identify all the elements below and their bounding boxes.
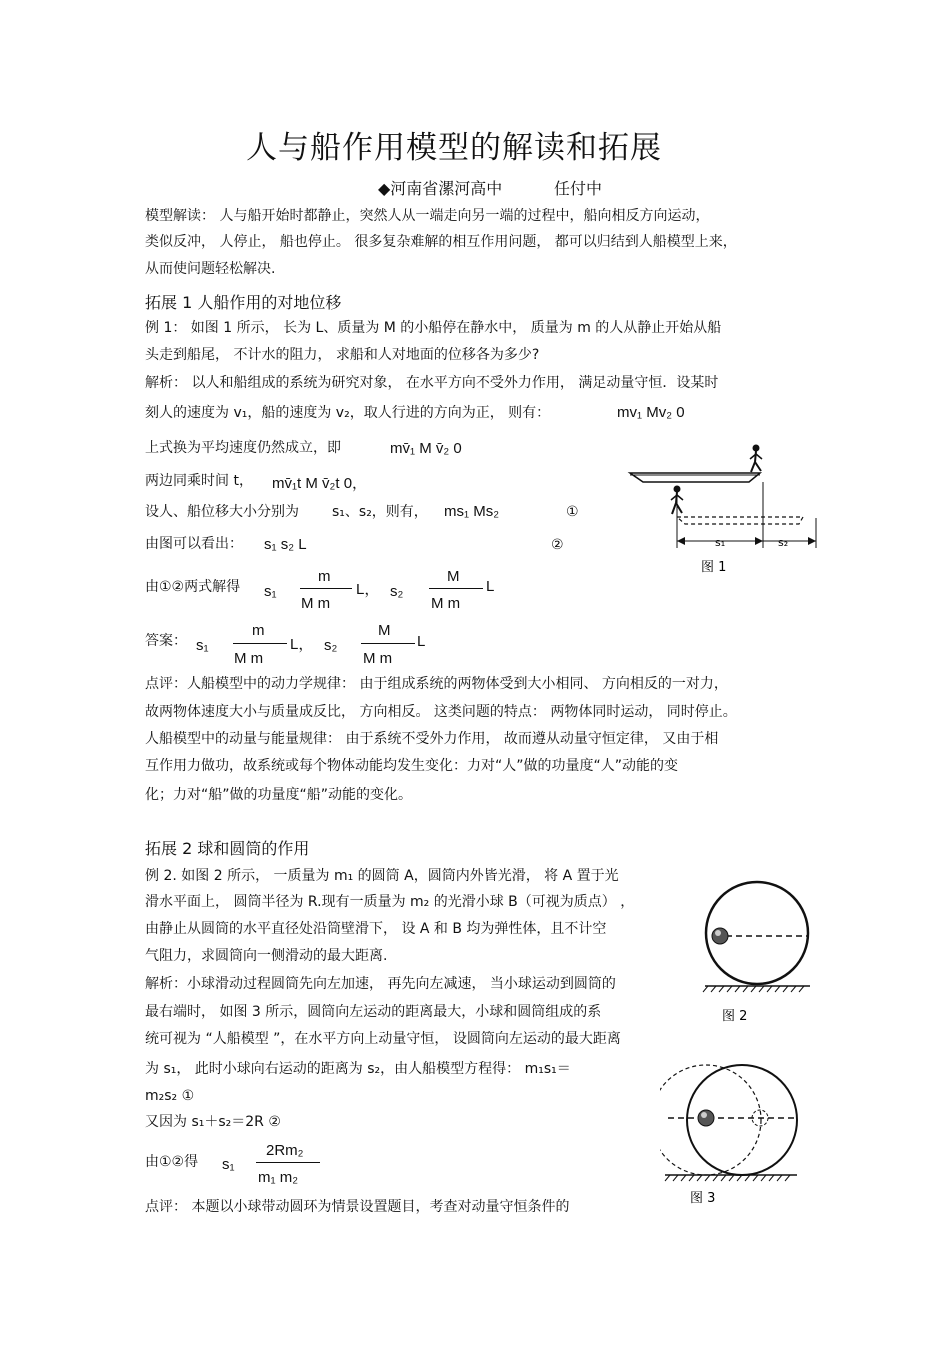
var-s1: s₁	[222, 1156, 235, 1173]
ground-hatch	[665, 1175, 790, 1181]
fraction-denominator: M m	[234, 650, 264, 667]
intro-line: 类似反冲， 人停止， 船也停止。 很多复杂难解的相互作用问题， 都可以归结到人船模型上来，	[145, 234, 737, 250]
example-line: 例 2. 如图 2 所示， 一质量为 m₁ 的圆筒 A，圆筒内外皆光滑， 将 A 置于光	[145, 868, 619, 884]
fraction-bar	[429, 588, 483, 589]
equation-time: mv̄₁t M v̄₂t 0，	[272, 475, 368, 492]
intro-line: 从而使问题轻松解决.	[145, 261, 276, 277]
example-line: 滑水平面上， 圆筒半径为 R.现有一质量为 m₂ 的光滑小球 B（可视为质点） ，	[145, 894, 635, 910]
fraction-denominator: M m	[301, 595, 331, 612]
figure-2-cylinder-diagram	[700, 875, 820, 1030]
page-title: 人与船作用模型的解读和拓展	[246, 130, 662, 166]
analysis-line: 刻人的速度为 v₁，船的速度为 v₂，取人行进的方向为正， 则有：	[145, 405, 551, 421]
comment-line: 点评：人船模型中的动力学规律： 由于组成系统的两物体受到大小相同、 方向相反的一对力，	[145, 676, 728, 692]
comment-line: 人船模型中的动量与能量规律： 由于系统不受外力作用， 故而遵从动量守恒定律， 又由于相	[145, 731, 719, 747]
equation-avg-velocity: mv̄₁ M v̄₂ 0	[390, 440, 462, 457]
equation-mark-1: ①	[566, 504, 579, 520]
label-s1: s₁	[715, 536, 726, 549]
equation-sum: s₁ s₂ L	[264, 536, 307, 553]
fraction-numerator: m	[318, 568, 331, 585]
analysis-line: 为 s₁， 此时小球向右运动的距离为 s₂，由人船模型方程得： m₁s₁＝	[145, 1061, 571, 1077]
label-s2: s₂	[778, 536, 789, 549]
comment-line: 点评： 本题以小球带动圆环为情景设置题目，考查对动量守恒条件的	[145, 1199, 570, 1215]
section-heading-1: 拓展 1 人船作用的对地位移	[145, 293, 342, 312]
analysis-line: 解析： 以人和船组成的系统为研究对象， 在水平方向不受外力作用， 满足动量守恒．设某时	[145, 375, 719, 391]
text-line: 上式换为平均速度仍然成立，即	[145, 440, 341, 456]
comment-line: 互作用力做功，故系统或每个物体动能均发生变化：力对“人”做的功量度“人”动能的变	[145, 758, 679, 774]
boat-top-shape	[630, 473, 760, 482]
intro-line: 模型解读： 人与船开始时都静止，突然人从一端走向另一端的过程中，船向相反方向运动，	[145, 208, 710, 224]
fraction-numerator: M	[447, 568, 460, 585]
var-L: L，	[356, 581, 380, 598]
text-line: 由①②两式解得	[145, 579, 241, 595]
ball-icon	[712, 928, 728, 944]
equation-displacement: ms₁ Ms₂	[444, 503, 500, 520]
author-name: 任付中	[554, 179, 603, 198]
figure-1-caption: 图 1	[701, 560, 727, 575]
var-s1: s₁	[264, 583, 277, 600]
arrowhead	[808, 537, 816, 545]
example-line: 例 1： 如图 1 所示， 长为 L、质量为 M 的小船停在静水中， 质量为 m 的人从静止开始从船	[145, 320, 722, 336]
fraction-bar	[300, 588, 352, 589]
equation-momentum: mv₁ Mv₂ 0	[617, 404, 685, 421]
fraction-numerator: M	[378, 622, 391, 639]
ball-icon	[698, 1110, 714, 1126]
fraction-denominator: M m	[363, 650, 393, 667]
analysis-line: 最右端时， 如图 3 所示，圆筒向左运动的距离最大，小球和圆筒组成的系	[145, 1004, 602, 1020]
example-line: 由静止从圆筒的水平直径处沿筒壁滑下， 设 A 和 B 均为弹性体，且不计空	[145, 921, 607, 937]
ball-highlight	[701, 1112, 707, 1118]
ground-hatch	[703, 986, 804, 992]
text-line: 又因为 s₁＋s₂＝2R ②	[145, 1114, 281, 1130]
var-s2: s₂	[324, 637, 338, 654]
comment-line: 故两物体速度大小与质量成反比， 方向相反。 这类问题的特点： 两物体同时运动， 同时停止。	[145, 704, 737, 720]
text-line: 两边同乘时间 t，	[145, 473, 253, 489]
text-line: 由①②得	[145, 1154, 199, 1170]
var-L: L	[486, 578, 495, 595]
comment-line: 化；力对“船”做的功量度“船”动能的变化。	[145, 787, 413, 803]
var-L: L，	[290, 636, 314, 653]
figure-3-cylinder-diagram	[660, 1060, 810, 1210]
section-heading-2: 拓展 2 球和圆筒的作用	[145, 839, 310, 858]
fraction-denominator: m₁ m₂	[258, 1169, 299, 1186]
fraction-bar	[233, 643, 287, 644]
arrowhead	[677, 537, 685, 545]
ball-highlight	[715, 930, 721, 936]
var-s1: s₁	[196, 637, 209, 654]
arrowhead	[755, 537, 763, 545]
fraction-numerator: m	[252, 622, 265, 639]
figure-3-caption: 图 3	[690, 1191, 716, 1206]
text-line: 设人、船位移大小分别为	[145, 504, 299, 520]
analysis-line: m₂s₂ ①	[145, 1088, 195, 1104]
fraction-numerator: 2Rm₂	[266, 1142, 304, 1159]
author-affiliation: ◆河南省漯河高中	[378, 179, 503, 198]
text-line: 由图可以看出：	[145, 536, 243, 552]
var-s2: s₂	[390, 583, 404, 600]
figure-2-caption: 图 2	[722, 1009, 748, 1024]
example-line: 气阻力，求圆筒向一侧滑动的最大距离.	[145, 948, 388, 964]
boat-bottom-dashed	[677, 517, 803, 524]
figure-1-boat-diagram	[625, 438, 825, 578]
text-line: s₁、s₂，则有，	[332, 504, 428, 520]
person-top-icon	[750, 445, 762, 473]
var-L: L	[417, 633, 426, 650]
fraction-bar	[361, 643, 415, 644]
equation-mark-2: ②	[551, 537, 564, 553]
fraction-denominator: M m	[431, 595, 461, 612]
fraction-bar	[256, 1162, 320, 1163]
analysis-line: 统可视为 “人船模型 ”，在水平方向上动量守恒， 设圆筒向左运动的最大距离	[145, 1031, 621, 1047]
example-line: 头走到船尾， 不计水的阻力， 求船和人对地面的位移各为多少?	[145, 347, 540, 363]
answer-label: 答案：	[145, 633, 187, 649]
analysis-line: 解析：小球滑动过程圆筒先向左加速， 再先向左减速， 当小球运动到圆筒的	[145, 976, 616, 992]
